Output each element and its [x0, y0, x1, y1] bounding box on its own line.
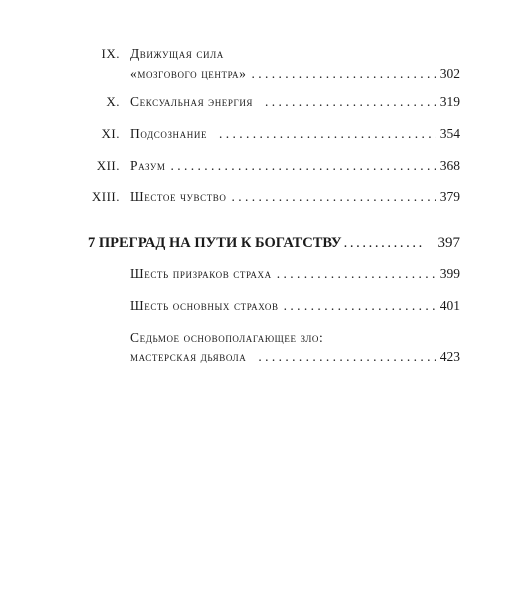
dot-leader: [170, 156, 435, 176]
dot-leader: [252, 64, 436, 84]
toc-line: [130, 124, 460, 144]
chapter-number: XIII.: [91, 189, 120, 204]
subsection-title-line-2: мастерская дьявола: [130, 349, 247, 364]
subsection-title-line-1: Седьмое основополагающее зло:: [130, 330, 324, 345]
dot-leader: [258, 347, 435, 367]
toc-line: [130, 296, 460, 316]
chapter-title-line-1: Движущая сила: [130, 46, 224, 61]
toc-entry-9-continued[interactable]: [0, 64, 517, 84]
page-number: 319: [439, 94, 460, 109]
toc-entry-13[interactable]: [0, 187, 517, 207]
page-number: 401: [439, 298, 460, 313]
chapter-title-line-2: «мозгового центра»: [130, 66, 247, 81]
toc-line: [130, 64, 460, 84]
chapter-number: X.: [106, 94, 120, 109]
chapter-title: Шестое чувство: [130, 189, 227, 204]
dot-leader: [284, 296, 436, 316]
toc-line: [130, 347, 460, 367]
subsection-title: Шесть призраков страха: [130, 266, 272, 281]
dot-leader: [277, 264, 436, 284]
part-line: [88, 232, 460, 254]
toc-subsection-1[interactable]: [0, 264, 517, 284]
chapter-title: Подсознание: [130, 126, 208, 141]
toc-line: [130, 92, 460, 112]
toc-entry-12[interactable]: [0, 156, 517, 176]
page-number: 354: [439, 126, 460, 141]
toc-part-heading[interactable]: [0, 232, 517, 254]
page-number: 302: [439, 66, 460, 81]
chapter-title: Разум: [130, 158, 166, 173]
dot-leader: [232, 187, 436, 207]
toc-entry-9[interactable]: [0, 44, 517, 64]
toc-line: [130, 156, 460, 176]
dot-leader: [219, 124, 436, 144]
toc-entry-10[interactable]: [0, 92, 517, 112]
dot-leader: [265, 92, 436, 112]
toc-subsection-2[interactable]: [0, 296, 517, 316]
dot-leader: [344, 232, 424, 254]
toc-subsection-3-continued[interactable]: [0, 347, 517, 367]
subsection-title: Шесть основных страхов: [130, 298, 279, 313]
toc-entry-11[interactable]: [0, 124, 517, 144]
page-number: 399: [439, 266, 460, 281]
chapter-number: XI.: [101, 126, 120, 141]
toc-line: [130, 187, 460, 207]
page-number: 379: [439, 189, 460, 204]
chapter-number: IX.: [101, 46, 120, 61]
toc-subsection-3[interactable]: [0, 328, 517, 348]
chapter-title: Сексуальная энергия: [130, 94, 254, 109]
toc-line: [130, 264, 460, 284]
page-number: 368: [439, 158, 460, 173]
chapter-number: XII.: [96, 158, 120, 173]
page-number: 397: [437, 235, 460, 251]
part-title: 7 ПРЕГРАД НА ПУТИ К БОГАТСТВУ: [88, 235, 342, 251]
page-number: 423: [439, 349, 460, 364]
